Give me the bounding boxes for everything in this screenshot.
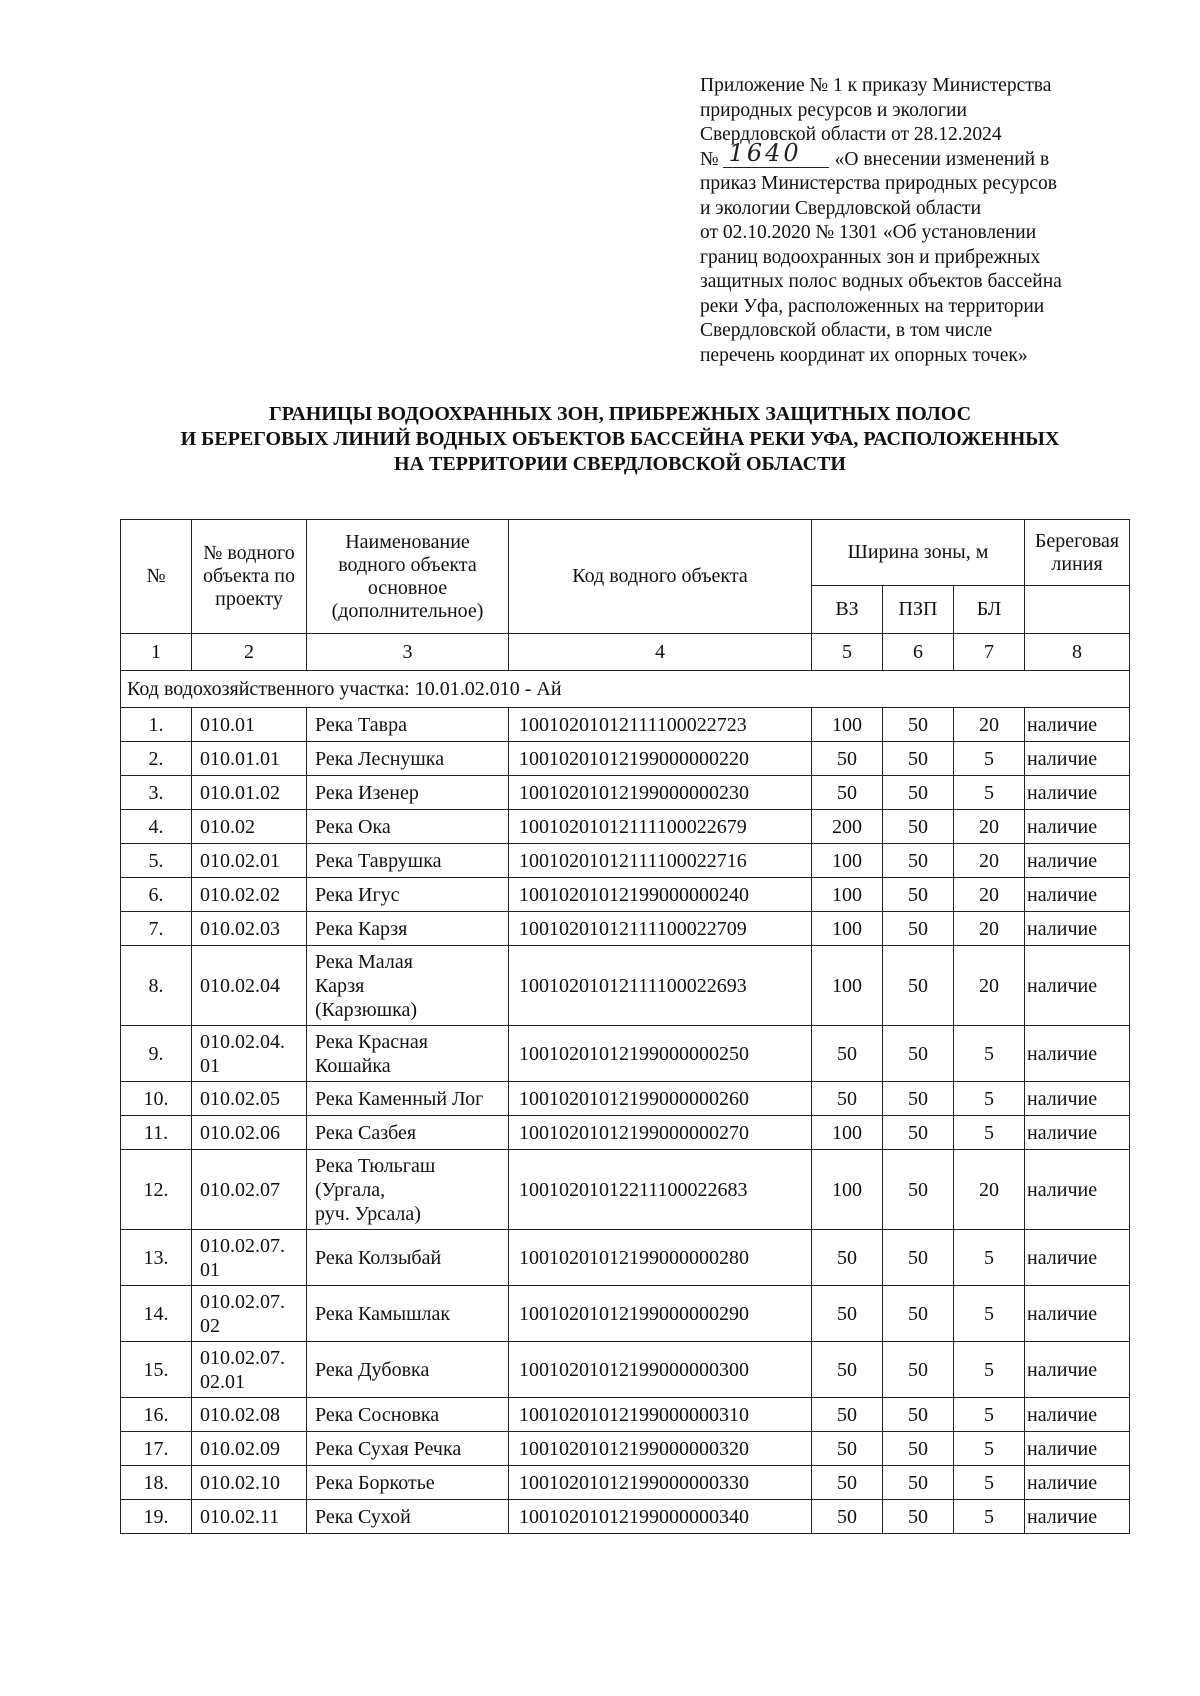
water-body-name: Река Камышлак [307,1286,509,1342]
bl-width: 20 [954,1150,1025,1230]
project-number: 010.02.09 [192,1432,307,1466]
row-number: 16. [121,1398,192,1432]
vz-width: 50 [812,1500,883,1534]
header-pzp: ПЗП [883,586,954,634]
table-row [121,810,1130,844]
table-row [121,776,1130,810]
table-row [121,742,1130,776]
header-name: Наименование водного объекта основное (дополнительное) [307,520,509,634]
row-number: 19. [121,1500,192,1534]
pzp-width: 50 [883,1432,954,1466]
row-number: 14. [121,1286,192,1342]
water-body-code: 10010201012211100022683 [509,1150,812,1230]
vz-width: 50 [812,1082,883,1116]
bl-width: 5 [954,1466,1025,1500]
vz-width: 100 [812,912,883,946]
project-number: 010.02.07. 02 [192,1286,307,1342]
row-number: 12. [121,1150,192,1230]
appendix-line: «О внесении изменений в [834,148,1050,170]
appendix-line: защитных полос водных объектов бассейна [700,271,1062,292]
vz-width: 100 [812,1116,883,1150]
table-row [121,912,1130,946]
shoreline-status: наличие [1025,1026,1130,1082]
pzp-width: 50 [883,1150,954,1230]
pzp-width: 50 [883,742,954,776]
project-number: 010.02.05 [192,1082,307,1116]
pzp-width: 50 [883,1466,954,1500]
row-number: 13. [121,1230,192,1286]
pzp-width: 50 [883,1116,954,1150]
section-row [121,671,1130,708]
project-number: 010.02.02 [192,878,307,912]
bl-width: 5 [954,1116,1025,1150]
water-body-code: 10010201012199000000310 [509,1398,812,1432]
appendix-line: и экологии Свердловской области [700,197,982,219]
shoreline-status: наличие [1025,1150,1130,1230]
water-body-name: Река Дубовка [307,1342,509,1398]
bl-width: 5 [954,1432,1025,1466]
water-body-code: 10010201012199000000320 [509,1432,812,1466]
pzp-width: 50 [883,878,954,912]
table-row [121,946,1130,1026]
header-num: № [121,520,192,634]
water-zones-table [120,519,1130,1534]
shoreline-status: наличие [1025,1116,1130,1150]
water-body-name: Река Сазбея [307,1116,509,1150]
project-number: 010.02.07 [192,1150,307,1230]
appendix-line: природных ресурсов и экологии [700,99,967,121]
vz-width: 50 [812,1286,883,1342]
bl-width: 20 [954,708,1025,742]
shoreline-status: наличие [1025,1286,1130,1342]
shoreline-status: наличие [1025,708,1130,742]
water-body-code: 10010201012199000000280 [509,1230,812,1286]
bl-width: 5 [954,1082,1025,1116]
number-sign: № [700,148,719,170]
water-body-code: 10010201012111100022716 [509,844,812,878]
column-number: 5 [812,634,883,671]
shoreline-status: наличие [1025,810,1130,844]
pzp-width: 50 [883,810,954,844]
project-number: 010.02.06 [192,1116,307,1150]
project-number: 010.02.04. 01 [192,1026,307,1082]
project-number: 010.01 [192,708,307,742]
water-body-name: Река Красная Кошайка [307,1026,509,1082]
project-number: 010.02.11 [192,1500,307,1534]
table-row [121,1026,1130,1082]
table-row [121,1398,1130,1432]
document-title [100,402,1140,477]
project-number: 010.01.02 [192,776,307,810]
shoreline-status: наличие [1025,1342,1130,1398]
vz-width: 50 [812,1432,883,1466]
column-number: 7 [954,634,1025,671]
water-body-name: Река Карзя [307,912,509,946]
vz-width: 50 [812,1466,883,1500]
water-body-name: Река Тюльгаш (Ургала, руч. Урсала) [307,1150,509,1230]
bl-width: 5 [954,1230,1025,1286]
shoreline-status: наличие [1025,912,1130,946]
appendix-line: Приложение № 1 к приказу Министерства [700,75,1052,96]
shoreline-status: наличие [1025,1500,1130,1534]
project-number: 010.02.07. 01 [192,1230,307,1286]
water-body-code: 10010201012199000000240 [509,878,812,912]
row-number: 7. [121,912,192,946]
title-line: НА ТЕРРИТОРИИ СВЕРДЛОВСКОЙ ОБЛАСТИ [394,453,846,475]
pzp-width: 50 [883,912,954,946]
row-number: 3. [121,776,192,810]
row-number: 9. [121,1026,192,1082]
project-number: 010.02.10 [192,1466,307,1500]
water-body-name: Река Боркотье [307,1466,509,1500]
vz-width: 50 [812,1342,883,1398]
shoreline-status: наличие [1025,1398,1130,1432]
bl-width: 5 [954,742,1025,776]
pzp-width: 50 [883,1082,954,1116]
project-number: 010.01.01 [192,742,307,776]
pzp-width: 50 [883,946,954,1026]
shoreline-status: наличие [1025,1082,1130,1116]
vz-width: 100 [812,708,883,742]
table-row [121,1432,1130,1466]
water-body-name: Река Сухая Речка [307,1432,509,1466]
water-body-code: 10010201012199000000340 [509,1500,812,1534]
order-number-line [700,139,1130,173]
column-number: 1 [121,634,192,671]
row-number: 2. [121,742,192,776]
table-row [121,844,1130,878]
row-number: 6. [121,878,192,912]
water-body-code: 10010201012199000000270 [509,1116,812,1150]
appendix-line: Свердловской области, в том числе [700,320,993,341]
row-number: 8. [121,946,192,1026]
pzp-width: 50 [883,1398,954,1432]
appendix-line: границ водоохранных зон и прибрежных [700,246,1041,268]
bl-width: 5 [954,1342,1025,1398]
vz-width: 100 [812,946,883,1026]
column-number: 6 [883,634,954,671]
table-row [121,1466,1130,1500]
appendix-line: реки Уфа, расположенных на территории [700,295,1045,317]
bl-width: 20 [954,844,1025,878]
row-number: 5. [121,844,192,878]
water-body-code: 10010201012199000000330 [509,1466,812,1500]
header-bl: БЛ [954,586,1025,634]
appendix-line: перечень координат их опорных точек» [700,344,1028,366]
project-number: 010.02.08 [192,1398,307,1432]
shoreline-status: наличие [1025,1432,1130,1466]
water-body-code: 10010201012111100022709 [509,912,812,946]
table-row [121,1500,1130,1534]
bl-width: 20 [954,878,1025,912]
row-number: 17. [121,1432,192,1466]
water-body-name: Река Сосновка [307,1398,509,1432]
row-number: 18. [121,1466,192,1500]
shoreline-status: наличие [1025,878,1130,912]
table-header [121,520,1130,708]
bl-width: 20 [954,810,1025,844]
water-body-name: Река Игус [307,878,509,912]
row-number: 1. [121,708,192,742]
appendix-line: от 02.10.2020 № 1301 «Об установлении [700,222,1037,243]
handwritten-order-number: 1640 [728,139,802,167]
vz-width: 100 [812,878,883,912]
water-body-code: 10010201012199000000290 [509,1286,812,1342]
water-body-name: Река Колзыбай [307,1230,509,1286]
header-width-group: Ширина зоны, м [812,520,1025,586]
shoreline-status: наличие [1025,946,1130,1026]
bl-width: 5 [954,1286,1025,1342]
table-row [121,1150,1130,1230]
header-project-num: № водного объекта по проекту [192,520,307,634]
bl-width: 5 [954,1500,1025,1534]
water-body-name: Река Каменный Лог [307,1082,509,1116]
header-vz: ВЗ [812,586,883,634]
header-shoreline-blank [1025,586,1130,634]
column-number: 8 [1025,634,1130,671]
vz-width: 50 [812,742,883,776]
shoreline-status: наличие [1025,742,1130,776]
header-code: Код водного объекта [509,520,812,634]
shoreline-status: наличие [1025,1466,1130,1500]
project-number: 010.02.03 [192,912,307,946]
vz-width: 100 [812,844,883,878]
pzp-width: 50 [883,708,954,742]
vz-width: 50 [812,1230,883,1286]
title-line: И БЕРЕГОВЫХ ЛИНИЙ ВОДНЫХ ОБЪЕКТОВ БАССЕЙНА РЕКИ УФА, РАСПОЛОЖЕННЫХ [180,428,1060,450]
appendix-line: приказ Министерства природных ресурсов [700,173,1057,194]
shoreline-status: наличие [1025,1230,1130,1286]
pzp-width: 50 [883,1500,954,1534]
bl-width: 20 [954,912,1025,946]
vz-width: 50 [812,776,883,810]
bl-width: 5 [954,776,1025,810]
header-shoreline: Береговая линия [1025,520,1130,586]
project-number: 010.02.04 [192,946,307,1026]
bl-width: 20 [954,946,1025,1026]
water-body-name: Река Тавра [307,708,509,742]
section-label: Код водохозяйственного участка: 10.01.02.010 - Ай [121,671,1130,708]
row-number: 15. [121,1342,192,1398]
row-number: 4. [121,810,192,844]
water-body-code: 10010201012199000000300 [509,1342,812,1398]
pzp-width: 50 [883,1230,954,1286]
column-number: 2 [192,634,307,671]
title-line: ГРАНИЦЫ ВОДООХРАННЫХ ЗОН, ПРИБРЕЖНЫХ ЗАЩИТНЫХ ПОЛОС [268,403,972,425]
appendix-reference [700,74,1130,368]
shoreline-status: наличие [1025,776,1130,810]
water-body-code: 10010201012111100022679 [509,810,812,844]
water-body-name: Река Таврушка [307,844,509,878]
column-number: 4 [509,634,812,671]
water-body-name: Река Малая Карзя (Карзюшка) [307,946,509,1026]
table-row [121,1286,1130,1342]
row-number: 11. [121,1116,192,1150]
vz-width: 50 [812,1398,883,1432]
water-body-code: 10010201012111100022723 [509,708,812,742]
water-body-name: Река Леснушка [307,742,509,776]
water-body-name: Река Сухой [307,1500,509,1534]
pzp-width: 50 [883,1026,954,1082]
pzp-width: 50 [883,1286,954,1342]
pzp-width: 50 [883,1342,954,1398]
appendix-line: Свердловской области от 28.12.2024 [700,124,1002,145]
water-body-code: 10010201012111100022693 [509,946,812,1026]
table-row [121,1116,1130,1150]
table-body [121,708,1130,1534]
water-body-code: 10010201012199000000220 [509,742,812,776]
table-row [121,878,1130,912]
vz-width: 50 [812,1026,883,1082]
bl-width: 5 [954,1398,1025,1432]
water-body-code: 10010201012199000000260 [509,1082,812,1116]
table-row [121,1342,1130,1398]
shoreline-status: наличие [1025,844,1130,878]
table-row [121,1230,1130,1286]
project-number: 010.02 [192,810,307,844]
pzp-width: 50 [883,844,954,878]
column-number-row [121,634,1130,671]
table-row [121,1082,1130,1116]
bl-width: 5 [954,1026,1025,1082]
vz-width: 100 [812,1150,883,1230]
project-number: 010.02.07. 02.01 [192,1342,307,1398]
water-body-code: 10010201012199000000230 [509,776,812,810]
table-row [121,708,1130,742]
pzp-width: 50 [883,776,954,810]
project-number: 010.02.01 [192,844,307,878]
row-number: 10. [121,1082,192,1116]
water-body-name: Река Изенер [307,776,509,810]
order-number-blank [723,139,829,168]
vz-width: 200 [812,810,883,844]
water-body-name: Река Ока [307,810,509,844]
water-body-code: 10010201012199000000250 [509,1026,812,1082]
column-number: 3 [307,634,509,671]
